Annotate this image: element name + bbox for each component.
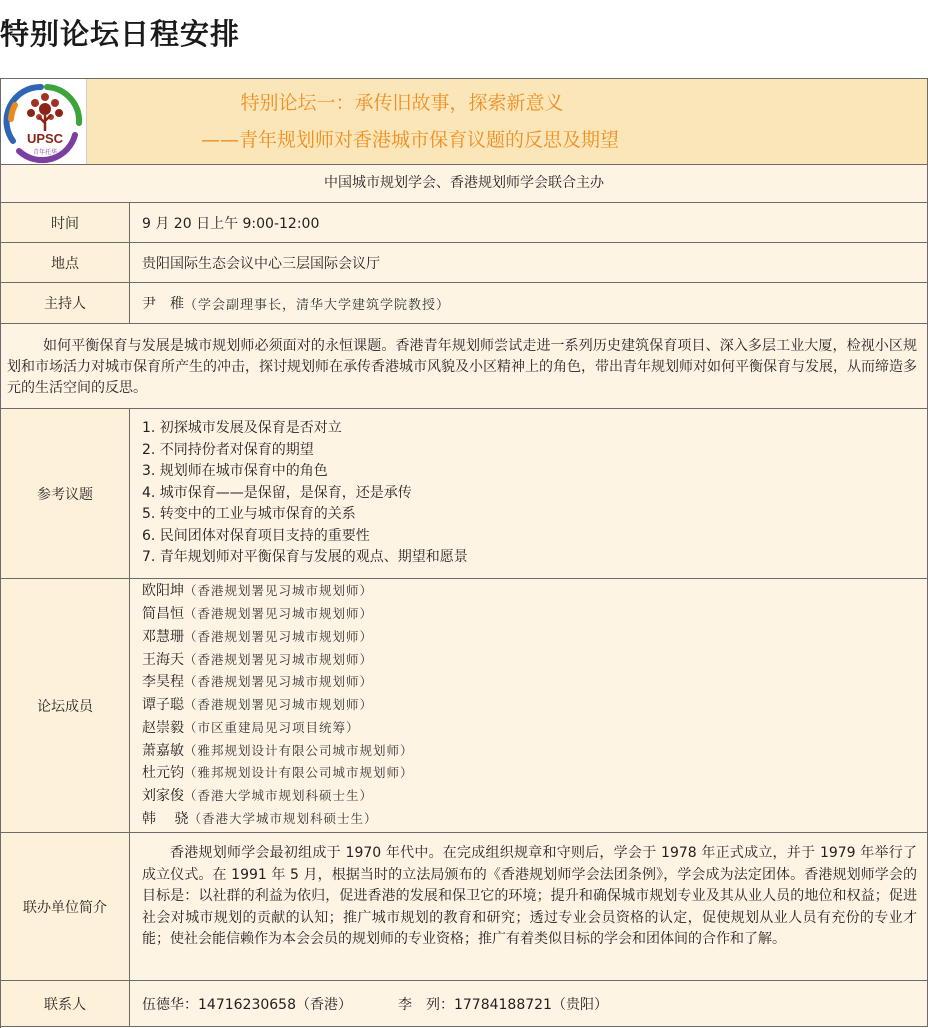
- member-name: 韩 骁: [142, 811, 189, 828]
- forum-program-table: [0, 78, 928, 1028]
- member-item: [142, 808, 414, 831]
- member-note: （香港规划署见习城市规划师）: [184, 697, 374, 713]
- contact-label: 联系人: [1, 981, 130, 1026]
- member-item: [142, 649, 414, 672]
- page-title: 特别论坛日程安排: [0, 17, 241, 51]
- time-row: [1, 203, 928, 243]
- contact-person-gy: 李 列：17784188721（贵阳）: [397, 996, 608, 1013]
- place-label: 地点: [1, 243, 130, 282]
- member-name: 杜元钧: [142, 765, 184, 782]
- member-name: 邓慧珊: [142, 628, 184, 645]
- member-name: 李昊程: [142, 674, 184, 691]
- logo-subtext: 青年托华: [32, 149, 58, 156]
- member-item: [142, 740, 414, 763]
- member-item: [142, 671, 414, 694]
- contact-row: [1, 981, 928, 1027]
- member-name: 欧阳坤: [142, 583, 184, 600]
- member-name: 萧嘉敏: [142, 742, 184, 759]
- time-label: 时间: [1, 203, 130, 242]
- contact-value: [142, 981, 917, 1026]
- member-name: 王海天: [142, 651, 184, 668]
- member-item: [142, 694, 414, 717]
- forum-header: [1, 79, 928, 165]
- organizers-row: [1, 165, 928, 203]
- organizers-text: 中国城市规划学会、香港规划师学会联合主办: [324, 175, 604, 191]
- topics-row: [1, 409, 928, 579]
- member-note: （香港规划署见习城市规划师）: [184, 651, 374, 667]
- topic-item: 1. 初探城市发展及保育是否对立: [142, 419, 342, 436]
- topic-item: 2. 不同持份者对保育的期望: [142, 441, 314, 458]
- forum-title: 特别论坛一：承传旧故事，探索新意义: [240, 92, 564, 114]
- member-item: [142, 603, 414, 626]
- topic-item: 6. 民间团体对保育项目支持的重要性: [142, 527, 370, 544]
- time-value: 9 月 20 日上午 9:00-12:00: [142, 215, 320, 232]
- member-note: （香港规划署见习城市规划师）: [184, 628, 374, 644]
- place-value: 贵阳国际生态会议中心三层国际会议厅: [142, 255, 380, 272]
- host-row: [1, 283, 928, 324]
- topics-value: [142, 409, 917, 578]
- place-row: [1, 243, 928, 283]
- intro-row: [1, 324, 928, 409]
- host-note: （学会副理事长，清华大学建筑学院教授）: [184, 297, 451, 313]
- member-note: （香港大学城市规划科硕士生）: [184, 788, 374, 804]
- members-value: [142, 579, 917, 832]
- host-value: [142, 283, 917, 323]
- members-label: 论坛成员: [1, 579, 130, 832]
- member-name: 简昌恒: [142, 605, 184, 622]
- member-note: （香港规划署见习城市规划师）: [184, 583, 374, 599]
- topics-list: [142, 418, 468, 569]
- member-item: [142, 626, 414, 649]
- members-row: [1, 579, 928, 833]
- contact-person-hk: 伍德华：14716230658（香港）: [142, 996, 352, 1013]
- member-note: （雅邦规划设计有限公司城市规划师）: [184, 765, 414, 781]
- forum-subtitle: ——青年规划师对香港城市保育议题的反思及期望: [201, 129, 620, 151]
- upsc-logo: [1, 79, 87, 164]
- intro-paragraph: 如何平衡保育与发展是城市规划师必须面对的永恒课题。香港青年规划师尝试走进一系列历史建筑保育项目、深入多层工业大厦，检视小区规划和市场活力对城市保育所产生的冲击，探讨规划师在承传香港城市风貌及小区精神上的角色，带出青年规划师对如何平衡保育与发展，从而缔造多元的生活空间的反思。: [7, 338, 917, 396]
- topic-item: 3. 规划师在城市保育中的角色: [142, 463, 328, 480]
- member-note: （雅邦规划设计有限公司城市规划师）: [184, 742, 414, 758]
- member-item: [142, 762, 414, 785]
- coorganizer-label: 联办单位简介: [1, 833, 130, 980]
- topic-item: 5. 转变中的工业与城市保育的关系: [142, 506, 356, 523]
- topic-item: 4. 城市保育——是保留，是保育，还是承传: [142, 484, 412, 501]
- member-note: （香港大学城市规划科硕士生）: [188, 811, 378, 827]
- member-item: [142, 580, 414, 603]
- host-name: 尹 稚: [142, 296, 184, 312]
- members-list: [142, 580, 414, 831]
- member-item: [142, 717, 414, 740]
- coorganizer-row: [1, 833, 928, 981]
- topics-label: 参考议题: [1, 409, 130, 578]
- member-name: 刘家俊: [142, 788, 184, 805]
- member-note: （市区重建局见习项目统筹）: [184, 719, 360, 735]
- coorganizer-paragraph: 香港规划师学会最初组成于 1970 年代中。在完成组织规章和守则后，学会于 1978 年正式成立，并于 1979 年举行了成立仪式。在 1991 年 5 月，根据当时的立法局颁布的《香港规划师学会法团条例》，学会成为法定团体。香港规划师学会的目标是：以社群的利益为依归，促进香港的发展和保卫它的环境；提升和确保城市规划专业及其从业人员的地位和权益；促进社会对城市规划的贡献的认知；推广城市规划的教育和研究；透过专业会员资格的认定，促使规划从业人员有充份的专业才能；使社会能信赖作为本会会员的规划师的专业资格；推广有着类似目标的学会和团体间的合作和了解。: [142, 845, 917, 948]
- member-note: （香港规划署见习城市规划师）: [184, 605, 374, 621]
- member-item: [142, 785, 414, 808]
- member-name: 赵崇毅: [142, 719, 184, 736]
- topic-item: 7. 青年规划师对平衡保育与发展的观点、期望和愿景: [142, 549, 468, 566]
- host-label: 主持人: [1, 283, 130, 323]
- logo-text: UPSC: [26, 131, 64, 146]
- tree-logo-icon: [1, 79, 87, 164]
- member-note: （香港规划署见习城市规划师）: [184, 674, 374, 690]
- member-name: 谭子聪: [142, 697, 184, 714]
